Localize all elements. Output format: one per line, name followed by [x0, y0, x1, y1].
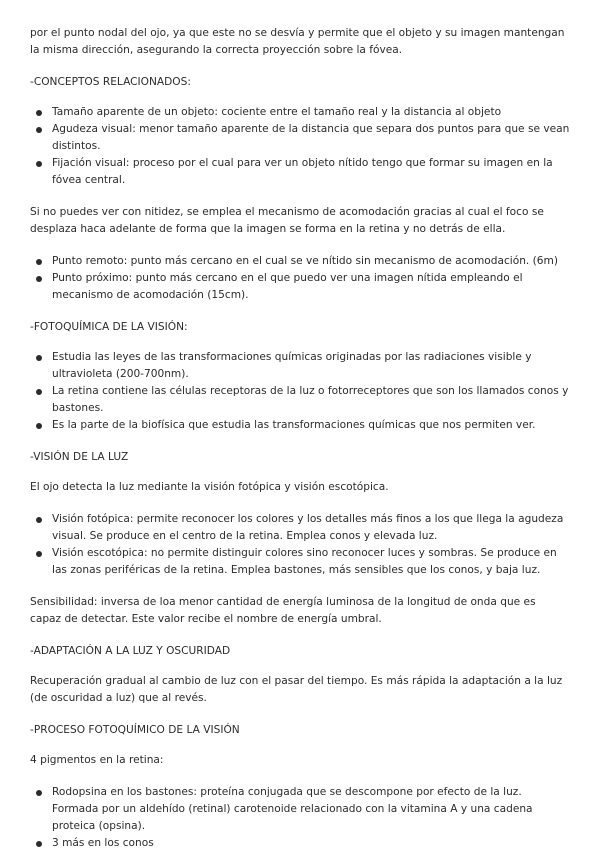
list-item: Fijación visual: proceso por el cual para ver un objeto nítido tengo que formar su imagen en la fóvea central. [52, 155, 570, 189]
list-item: Es la parte de la biofísica que estudia las transformaciones químicas que nos permiten ver. [52, 417, 570, 434]
list-item: 3 más en los conos [52, 835, 570, 852]
list-item: Punto remoto: punto más cercano en el cual se ve nítido sin mecanismo de acomodación. (6m) [52, 253, 570, 270]
acomodacion-paragraph: Si no puedes ver con nitidez, se emplea el mecanismo de acomodación gracias al cual el foco se desplaza haca adelante de forma que la imagen se forma en la retina y no detrás de ella. [30, 206, 544, 235]
list-item: Visión fotópica: permite reconocer los colores y los detalles más finos a los que llega la agudeza visual. Se produce en el centro de la retina. Emplea conos y elevada luz. [52, 511, 570, 545]
list-puntos [30, 253, 570, 304]
heading-proceso: -PROCESO FOTOQUÍMICO DE LA VISIÓN [30, 724, 240, 736]
list-item: Rodopsina en los bastones: proteína conjugada que se descompone por efecto de la luz. Formada por un aldehído (retinal) carotenoide relacionado con la vitamina A y una cadena proteica (opsina). [52, 784, 570, 835]
heading-conceptos: -CONCEPTOS RELACIONADOS: [30, 76, 191, 88]
sensibilidad-paragraph: Sensibilidad: inversa de loa menor cantidad de energía luminosa de la longitud de onda que es capaz de detectar. Este valor recibe el nombre de energía umbral. [30, 596, 536, 625]
list-fotoquimica [30, 349, 570, 434]
adaptacion-paragraph: Recuperación gradual al cambio de luz con el pasar del tiempo. Es más rápida la adaptación a la luz (de oscuridad a luz) que al revés. [30, 675, 563, 704]
list-item: Visión escotópica: no permite distinguir colores sino reconocer luces y sombras. Se produce en las zonas periféricas de la retina. Emplea bastones, más sensibles que los conos, y baja luz. [52, 545, 570, 579]
heading-vision-luz: -VISIÓN DE LA LUZ [30, 451, 129, 463]
vision-intro-paragraph: El ojo detecta la luz mediante la visión fotópica y visión escotópica. [30, 481, 389, 493]
list-item: Agudeza visual: menor tamaño aparente de la distancia que separa dos puntos para que se vean distintos. [52, 121, 570, 155]
list-item: La retina contiene las células receptoras de la luz o fotorreceptores que son los llamados conos y bastones. [52, 383, 570, 417]
pigmentos-intro-paragraph: 4 pigmentos en la retina: [30, 754, 164, 766]
heading-fotoquimica: -FOTOQUÍMICA DE LA VISIÓN: [30, 321, 188, 333]
list-item: Tamaño aparente de un objeto: cociente entre el tamaño real y la distancia al objeto [52, 104, 570, 121]
heading-adaptacion: -ADAPTACIÓN A LA LUZ Y OSCURIDAD [30, 645, 231, 657]
list-item: Punto próximo: punto más cercano en el que puedo ver una imagen nítida empleando el mecanismo de acomodación (15cm). [52, 270, 570, 304]
list-conceptos [30, 104, 570, 189]
list-item: Estudia las leyes de las transformaciones químicas originadas por las radiaciones visible y ultravioleta (200-700nm). [52, 349, 570, 383]
list-vision [30, 511, 570, 579]
intro-paragraph: por el punto nodal del ojo, ya que este no se desvía y permite que el objeto y su imagen mantengan la misma dirección, asegurando la correcta proyección sobre la fóvea. [30, 27, 565, 56]
list-pigmentos [30, 784, 570, 852]
